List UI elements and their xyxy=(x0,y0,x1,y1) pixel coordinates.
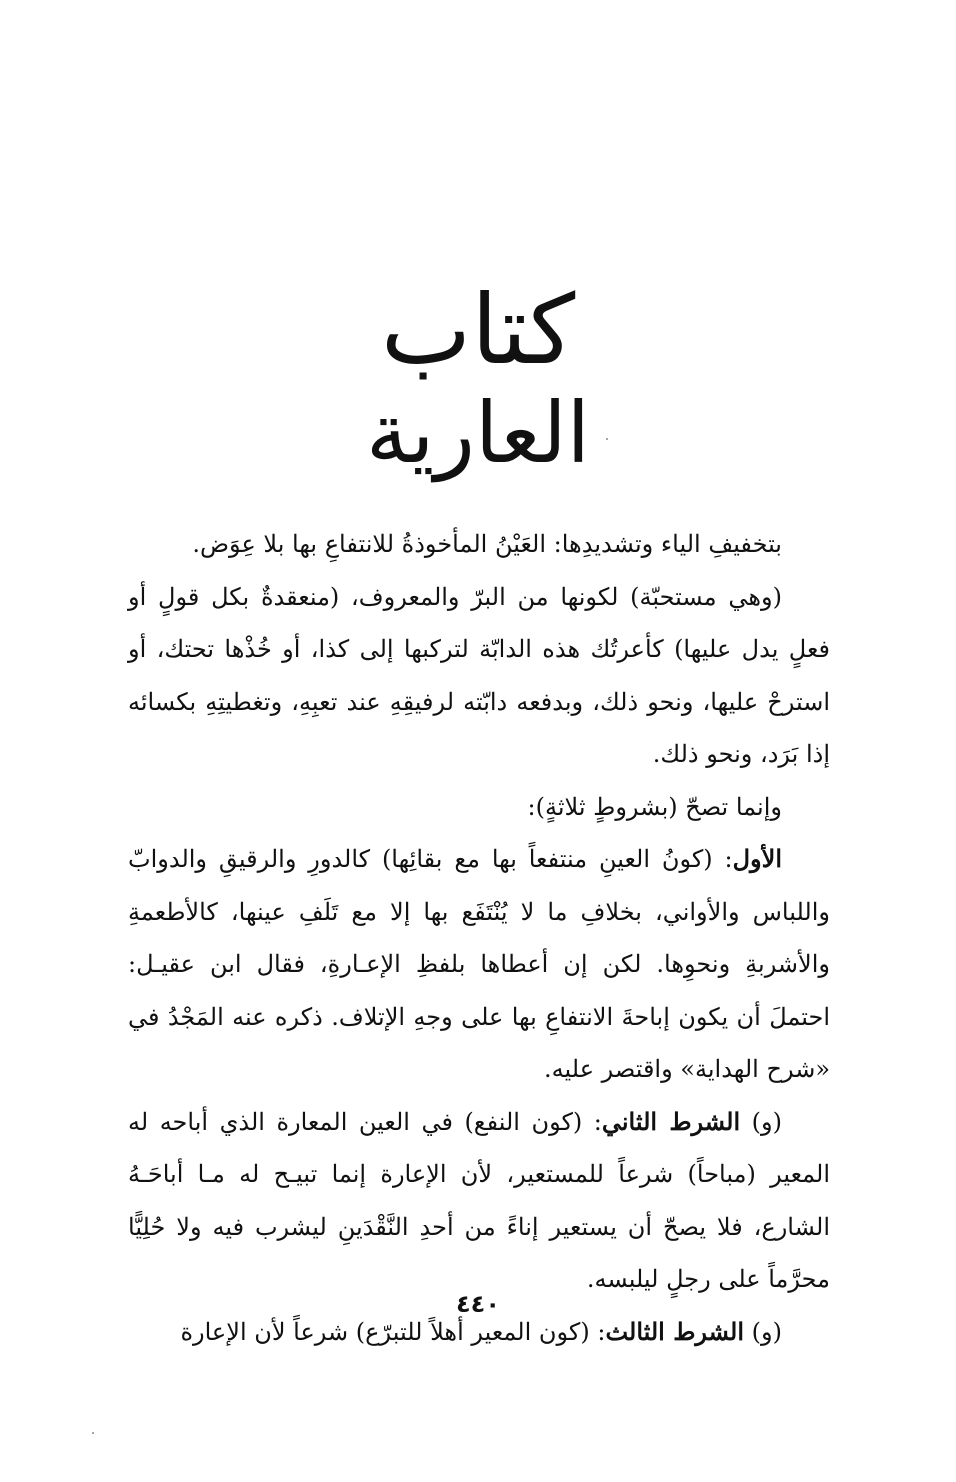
paragraph-text: بتخفيفِ الياء وتشديدِها: العَيْنُ المأخوذةُ للانتفاعِ بها بلا عِوَض. xyxy=(192,530,782,558)
condition-lead: الشرط الثاني xyxy=(601,1106,741,1136)
print-speck xyxy=(606,438,608,440)
paragraph-text: (وهي مستحبّة) لكونها من البرّ والمعروف، (منعقدةٌ بكل قولٍ أو فعلٍ يدل عليها) كأعرتُك هذه الدابّة لتركبها إلى كذا، أو خُذْها تحتك، أو استرحْ عليها، ونحو ذلك، وبدفعه دابّته لرفيقِهِ عند تعبِهِ، وتغطيتِهِ بكسائه إذا بَرَد، ونحو ذلك. xyxy=(128,582,830,768)
condition-lead: الشرط الثالث xyxy=(605,1316,745,1346)
body-text xyxy=(128,518,830,1358)
paragraph-conditions-intro xyxy=(128,781,830,834)
paragraph-text: : (كون المعير أهلاً للتبرّع) شرعاً لأن الإعارة xyxy=(180,1317,606,1346)
paragraph-ruling xyxy=(128,571,830,781)
condition-prefix: (و) xyxy=(744,1317,782,1346)
paragraph-text: وإنما تصحّ (بشروطٍ ثلاثةٍ): xyxy=(527,792,782,821)
paragraph-definition xyxy=(128,518,830,571)
chapter-heading xyxy=(0,275,956,481)
paragraph-text: : (كون النفع) في العين المعارة الذي أباحه له المعير (مباحاً) شرعاً للمستعير، لأن الإعارة إنما تبيـح له مـا أباحَـهُ الشارع، فلا يصحّ أن يستعير إناءً من أحدِ النَّقْدَينِ ليشرب فيه ولا حُلِيًّا محرَّماً على رجلٍ ليلبسه. xyxy=(128,1107,830,1293)
paragraph-text: : (كونُ العينِ منتفعاً بها مع بقائِها) كالدورِ والرقيقِ والدوابّ واللباس والأواني، بخلافِ ما لا يُنْتَفَع بها إلا مع تَلَفِ عينها، كالأطعمةِ والأشربةِ ونحوِها. لكن إن أعطاها بلفظِ الإعـارةِ، فقال ابن عقيـل: احتملَ أن يكون إباحةَ الانتفاعِ بها على وجهِ الإتلاف. ذكره عنه المَجْدُ في «شرح الهداية» واقتصر عليه. xyxy=(128,845,830,1083)
paragraph-condition-first xyxy=(128,833,830,1096)
paragraph-condition-second xyxy=(128,1096,830,1306)
chapter-heading-word-book: كتاب xyxy=(380,274,576,386)
print-speck xyxy=(92,1432,94,1434)
chapter-heading-title: العارية xyxy=(365,384,591,482)
condition-lead: الأول xyxy=(732,844,782,873)
page-number: ٤٤٠ xyxy=(456,1290,500,1318)
condition-prefix: (و) xyxy=(740,1107,783,1136)
